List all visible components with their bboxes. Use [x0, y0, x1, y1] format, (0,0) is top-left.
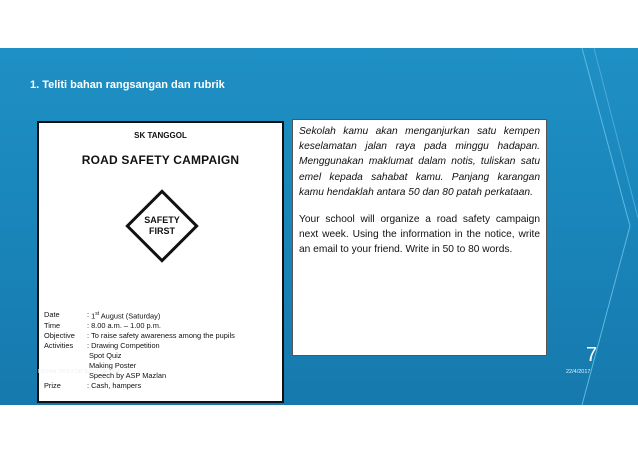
notice-row-date: Date : 1st August (Saturday): [44, 310, 161, 321]
row-label: Prize: [44, 380, 61, 390]
notice-row-objective: Objective : To raise safety awareness among the pupils: [44, 331, 235, 341]
sign-line-2: FIRST: [149, 226, 175, 236]
sign-line-1: SAFETY: [144, 215, 180, 225]
task-instructions: [292, 119, 547, 356]
row-label: Objective: [44, 331, 75, 341]
slide-heading: 1. Teliti bahan rangsangan dan rubrik: [30, 79, 225, 91]
footer-left: EXTRA TIPS FOR B2 UPSR O14: [38, 369, 120, 375]
notice-row-time: Time : 8.00 a.m. – 1.00 p.m.: [44, 321, 161, 331]
notice-row-activity: [44, 351, 235, 361]
notice-title: ROAD SAFETY CAMPAIGN: [81, 153, 240, 167]
row-label: Time: [44, 321, 61, 331]
task-english-text: Your school will organize a road safety campaign next week. Using the information in the notice, write an email to your friend. Write in 50 to 80 words.: [299, 214, 540, 256]
row-label: Date: [44, 310, 60, 319]
footer-date: 22/4/2017: [566, 369, 591, 375]
notice-details: [44, 310, 235, 391]
row-value: Making Poster: [89, 361, 137, 370]
row-value: Drawing Competition: [91, 341, 160, 351]
slide: [0, 48, 638, 405]
notice-row-activities: Activities : Drawing Competition: [44, 341, 160, 351]
notice-row-prize: Prize : Cash, hampers: [44, 380, 142, 390]
row-value: Speech by ASP Mazlan: [89, 370, 167, 380]
safety-sign: [123, 187, 201, 265]
row-value: Spot Quiz: [89, 351, 122, 361]
page-number: 7: [586, 344, 598, 366]
row-label: Activities: [44, 341, 74, 351]
row-value: 1st August (Saturday): [91, 311, 161, 321]
row-value: 8.00 a.m. – 1.00 p.m.: [91, 321, 161, 331]
task-malay-text: Sekolah kamu akan menganjurkan satu kempen keselamatan jalan raya pada minggu hadapan. Menggunakan maklumat dalam notis, tuliskan satu emel kepada sahabat kamu. Panjang karangan kamu hendaklah antara 50 dan 80 patah perkataan.: [299, 126, 540, 198]
notice-school-name: SK TANGGOL: [134, 131, 187, 140]
row-value: Cash, hampers: [91, 380, 142, 390]
row-value: To raise safety awareness among the pupils: [91, 331, 235, 341]
notice-poster: [37, 121, 284, 403]
